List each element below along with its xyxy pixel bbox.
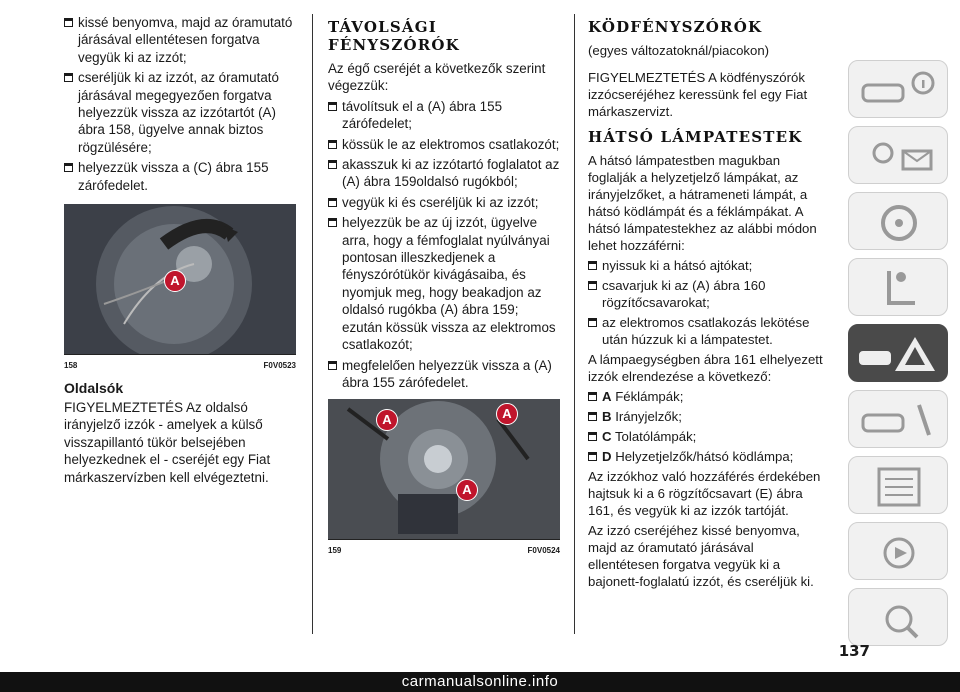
headlamp-interior-illustration [328, 399, 560, 539]
emergency-triangle-icon [849, 325, 949, 383]
list-item: kössük le az elektromos csatlakozót; [328, 136, 560, 153]
item-letter: A [602, 389, 612, 404]
list-item: helyezzük be az új izzót, ügyelve arra, hogy a fémfoglalat nyúlványai pontosan illeszkedjenek a fényszórótükör kivágásaiba, és nyomjuk meg, hogy beakadjon az oldalsó rugókba (A) ábra 159; ezután kössük vissza az elektromos csatlakozót; [328, 214, 560, 353]
list-item [588, 408, 828, 425]
paragraph: A lámpaegységben ábra 161 elhelyezett izzók elrendezése a következő: [588, 352, 823, 384]
watermark: carmanualsonline.info [0, 672, 960, 692]
multimedia-icon [849, 523, 949, 581]
list-item: megfelelően helyezzük vissza a (A) ábra 155 zárófedelet. [328, 357, 560, 392]
list-item [588, 388, 828, 405]
tab-warning-lights[interactable] [848, 126, 948, 184]
figure-caption [328, 539, 560, 559]
column-3 [588, 14, 828, 593]
item-text: Tolatólámpák; [614, 429, 697, 444]
figure-caption [64, 354, 296, 374]
section-heading: HÁTSÓ LÁMPATESTEK [588, 128, 803, 146]
figure-number: 158 [64, 361, 78, 371]
item-text: Helyzetjelzők/hátsó ködlámpa; [615, 449, 794, 464]
steering-wheel-icon [849, 193, 949, 251]
paragraph: Az izzókhoz való hozzáférés érdekében hajtsuk ki a 6 rögzítőcsavart (E) ábra 161, és vegyük ki az izzók tartóját. [588, 469, 821, 518]
section-subheading: Oldalsók [64, 380, 124, 397]
tab-car-info[interactable] [848, 60, 948, 118]
callout-label: A [456, 479, 478, 501]
car-info-icon [849, 61, 949, 119]
item-text: Féklámpák; [615, 389, 684, 404]
list-item [588, 448, 828, 465]
list-item: távolítsuk el a (A) ábra 155 zárófedelet; [328, 98, 560, 133]
note: (egyes változatoknál/piacokon) [588, 43, 770, 58]
tab-emergency[interactable] [848, 324, 948, 382]
figure-code: F0V0523 [263, 361, 296, 371]
figure-code: F0V0524 [527, 546, 560, 556]
column-1 [64, 14, 296, 489]
list-item: akasszuk ki az izzótartó foglalatot az (A) ábra 159oldalsó rugókból; [328, 156, 560, 191]
tab-technical-data[interactable] [848, 456, 948, 514]
figure-number: 159 [328, 546, 342, 556]
column-divider [312, 14, 313, 634]
list-item [588, 428, 828, 445]
item-letter: C [602, 429, 612, 444]
column-divider [574, 14, 575, 634]
paragraph: Az égő cseréjét a következők szerint végezzük: [328, 61, 546, 94]
technical-data-icon [849, 457, 949, 515]
tab-multimedia[interactable] [848, 522, 948, 580]
item-letter: B [602, 409, 612, 424]
list-item: kissé benyomva, majd az óramutató járásával ellentétesen forgatva vegyük ki az izzót; [64, 14, 296, 66]
figure-158 [64, 204, 296, 354]
index-icon [849, 589, 949, 647]
tab-steering[interactable] [848, 192, 948, 250]
warning-paragraph: FIGYELMEZTETÉS A ködfényszórók izzócseréjéhez keressünk fel egy Fiat márkaszervizt. [588, 70, 808, 119]
tab-seat[interactable] [848, 258, 948, 316]
item-text: Irányjelzők; [615, 409, 682, 424]
callout-label: A [496, 403, 518, 425]
list-item: vegyük ki és cseréljük ki az izzót; [328, 194, 560, 211]
seat-belt-icon [849, 259, 949, 317]
paragraph: Az izzó cseréjéhez kissé benyomva, majd az óramutató járásával ellentétesen forgatva vegyük ki a bajonett-foglalatú izzót, és cseréljük ki. [588, 523, 814, 589]
list-item: az elektromos csatlakozás lekötése után húzzuk ki a lámpatestet. [588, 314, 828, 348]
chapter-tabs [848, 60, 948, 620]
figure-159 [328, 399, 560, 539]
list-item: cseréljük ki az izzót, az óramutató járásával megegyezően forgatva helyezzük vissza az izzótartót (A) ábra 158, ügyelve annak biztos rögzülésére; [64, 69, 296, 156]
tab-index[interactable] [848, 588, 948, 646]
page-number: 137 [838, 642, 870, 660]
section-heading: KÖDFÉNYSZÓRÓK [588, 18, 763, 36]
paragraph: FIGYELMEZTETÉS Az oldalsó irányjelző izzók - amelyek a külső visszapillantó tükör belsejében helyezkednek el - cseréjét egy Fiat márkaszervízben kell elvégeztetni. [64, 399, 271, 485]
list-item: helyezzük vissza a (C) ábra 155 zárófedelet. [64, 159, 296, 194]
column-2 [328, 14, 560, 566]
list-item: nyissuk ki a hátsó ajtókat; [588, 257, 828, 274]
paragraph: A hátsó lámpatestben magukban foglalják a helyzetjelző lámpákat, az irányjelzőket, a hátrameneti lámpát, a hátsó ködlámpát és a féklámpákat. A hátsó lámpatestekhez az alábbi módon lehet hozzáférni: [588, 153, 817, 253]
tab-maintenance[interactable] [848, 390, 948, 448]
warning-lights-icon [849, 127, 949, 185]
callout-label: A [376, 409, 398, 431]
car-maintenance-icon [849, 391, 949, 449]
list-item: csavarjuk ki az (A) ábra 160 rögzítőcsavarokat; [588, 277, 828, 311]
section-heading: TÁVOLSÁGI FÉNYSZÓRÓK [328, 18, 460, 54]
callout-label: A [164, 270, 186, 292]
item-letter: D [602, 449, 612, 464]
